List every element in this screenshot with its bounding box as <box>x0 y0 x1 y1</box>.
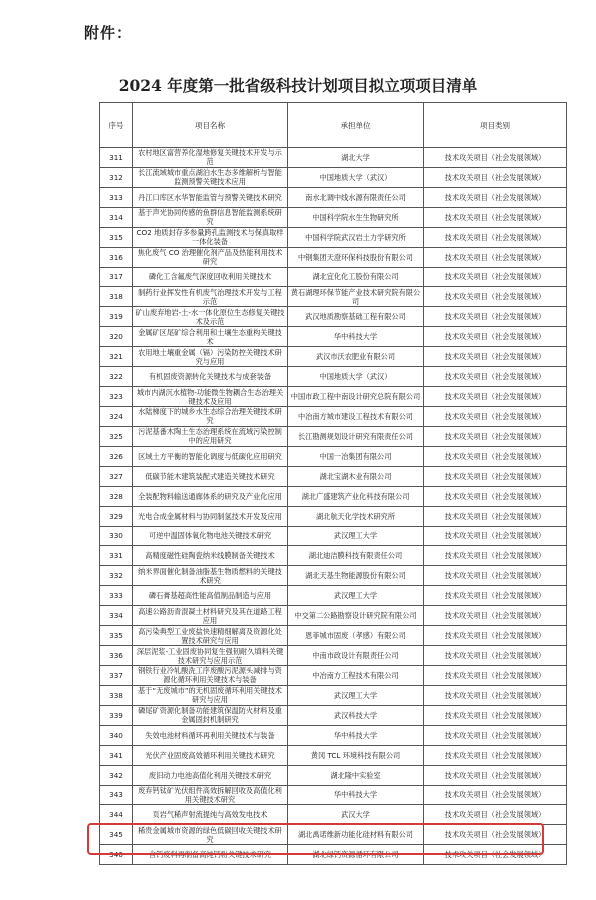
table-row <box>100 466 567 486</box>
table-row <box>100 526 567 546</box>
table-row <box>100 207 567 227</box>
table-row <box>100 805 567 825</box>
table-row <box>100 566 567 586</box>
row-project-name: 钢铁行业冷轧酸洗工序废酸污泥源头减排与资源化循环利用关键技术与装备 <box>133 665 288 685</box>
table-row <box>100 745 567 765</box>
table-row <box>100 167 567 187</box>
header-project-name: 项目名称 <box>133 103 288 148</box>
table-row <box>100 546 567 566</box>
row-project-name: 农村地区富营养化湿地修复关键技术开发与示范 <box>133 148 288 168</box>
row-project-name: 磷石膏基超高性能高值制品制造与应用 <box>133 586 288 606</box>
row-project-name: 金属矿区尾矿综合利用和土壤生态重构关键技术 <box>133 327 288 347</box>
table-row <box>100 267 567 287</box>
row-unit: 中南市政设计有限责任公司 <box>288 646 424 666</box>
table-row <box>100 387 567 407</box>
row-category: 技术攻关项目（社会发展领域） <box>424 406 567 426</box>
row-number: 311 <box>100 148 133 168</box>
row-unit: 中国科学院武汉岩土力学研究所 <box>288 227 424 247</box>
row-category: 技术攻关项目（社会发展领域） <box>424 825 567 845</box>
row-unit: 中国地质大学（武汉） <box>288 367 424 387</box>
row-category: 技术攻关项目（社会发展领域） <box>424 227 567 247</box>
row-number: 344 <box>100 805 133 825</box>
table-row <box>100 307 567 327</box>
table-row <box>100 486 567 506</box>
row-category: 技术攻关项目（社会发展领域） <box>424 845 567 865</box>
row-project-name: 长江流域城市重点湖泊水生态多维解析与智能监测预警关键技术应用 <box>133 167 288 187</box>
row-category: 技术攻关项目（社会发展领域） <box>424 646 567 666</box>
row-number: 329 <box>100 506 133 526</box>
row-number: 320 <box>100 327 133 347</box>
row-category: 技术攻关项目（社会发展领域） <box>424 148 567 168</box>
row-category: 技术攻关项目（社会发展领域） <box>424 506 567 526</box>
row-unit: 中冶南方工程技术有限公司 <box>288 665 424 685</box>
row-number: 312 <box>100 167 133 187</box>
row-number: 337 <box>100 665 133 685</box>
row-category: 技术攻关项目（社会发展领域） <box>424 586 567 606</box>
row-number: 343 <box>100 785 133 805</box>
row-number: 319 <box>100 307 133 327</box>
row-unit: 中国科学院水生生物研究所 <box>288 207 424 227</box>
row-project-name: 区域土方平衡的智能化调度与低碳化应用研究 <box>133 446 288 466</box>
row-category: 技术攻关项目（社会发展领域） <box>424 546 567 566</box>
row-number: 342 <box>100 765 133 785</box>
row-category: 技术攻关项目（社会发展领域） <box>424 426 567 446</box>
row-number: 334 <box>100 606 133 626</box>
row-project-name: 基于声光协同传感的鱼群信息智能监测系统研究 <box>133 207 288 227</box>
row-number: 335 <box>100 626 133 646</box>
row-unit: 湖北绿钙资源循环有限公司 <box>288 845 424 865</box>
row-unit: 湖北大学 <box>288 148 424 168</box>
row-category: 技术攻关项目（社会发展领域） <box>424 745 567 765</box>
row-number: 314 <box>100 207 133 227</box>
table-row <box>100 606 567 626</box>
row-unit: 湖北迪洁膜科技有限责任公司 <box>288 546 424 566</box>
table-row <box>100 247 567 267</box>
row-unit: 中国地质大学（武汉） <box>288 167 424 187</box>
row-project-name: 焦化废气 CO 治理催化剂产品及热能利用技术研究 <box>133 247 288 267</box>
row-category: 技术攻关项目（社会发展领域） <box>424 267 567 287</box>
row-number: 333 <box>100 586 133 606</box>
row-project-name: 深层泥浆-工业固废协同复生强韧耐久填料关键技术研究与应用示范 <box>133 646 288 666</box>
row-unit: 中钢集团天澄环保科技股份有限公司 <box>288 247 424 267</box>
row-category: 技术攻关项目（社会发展领域） <box>424 387 567 407</box>
row-category: 技术攻关项目（社会发展领域） <box>424 665 567 685</box>
row-category: 技术攻关项目（社会发展领域） <box>424 685 567 705</box>
row-category: 技术攻关项目（社会发展领域） <box>424 167 567 187</box>
row-unit: 武汉理工大学 <box>288 685 424 705</box>
table-row <box>100 347 567 367</box>
row-project-name: 磷尾矿资源化制备功能建筑保温防火材料及重金属固封机制研究 <box>133 705 288 725</box>
row-project-name: 高精度磁性硅陶瓷纳米线膜制备关键技术 <box>133 546 288 566</box>
row-number: 322 <box>100 367 133 387</box>
table-row <box>100 406 567 426</box>
row-project-name: 矿山废弃地岩-土-水一体化原位生态修复关键技术及示范 <box>133 307 288 327</box>
row-unit: 湖北宜化化工股份有限公司 <box>288 267 424 287</box>
row-unit: 华中科技大学 <box>288 725 424 745</box>
row-unit: 恩菲城市固废（孝感）有限公司 <box>288 626 424 646</box>
row-project-name: 全装配物料输送通廊体系的研究及产业化应用 <box>133 486 288 506</box>
table-row <box>100 785 567 805</box>
row-category: 技术攻关项目（社会发展领域） <box>424 626 567 646</box>
row-category: 技术攻关项目（社会发展领域） <box>424 566 567 586</box>
row-category: 技术攻关项目（社会发展领域） <box>424 765 567 785</box>
row-number: 323 <box>100 387 133 407</box>
row-unit: 南水北调中线水源有限责任公司 <box>288 187 424 207</box>
row-project-name: 城市内湖沉水植物-功能微生物耦合生态治理关键技术及应用 <box>133 387 288 407</box>
row-project-name: 页岩气稀声射流提纯与高效发电技术 <box>133 805 288 825</box>
row-project-name: 高污染典型工业废盐快速精细解离及资源化处置技术研究与应用 <box>133 626 288 646</box>
table-row <box>100 646 567 666</box>
table-row <box>100 685 567 705</box>
table-row <box>100 426 567 446</box>
row-number: 318 <box>100 287 133 307</box>
row-unit: 长江勘测规划设计研究有限责任公司 <box>288 426 424 446</box>
row-category: 技术攻关项目（社会发展领域） <box>424 606 567 626</box>
table-row <box>100 506 567 526</box>
row-number: 327 <box>100 466 133 486</box>
table-row <box>100 187 567 207</box>
row-unit: 中交第二公路勘察设计研究院有限公司 <box>288 606 424 626</box>
row-unit: 武汉理工大学 <box>288 586 424 606</box>
row-unit: 武汉大学 <box>288 805 424 825</box>
row-project-name: 稀贵金属城市资源的绿色低碳回收关键技术研究 <box>133 825 288 845</box>
row-project-name: 低碳节能木建筑装配式建造关键技术研究 <box>133 466 288 486</box>
row-category: 技术攻关项目（社会发展领域） <box>424 347 567 367</box>
row-project-name: CO2 地质封存多参量跨孔监测技术与保真取样一体化装备 <box>133 227 288 247</box>
table-row <box>100 705 567 725</box>
row-number: 321 <box>100 347 133 367</box>
row-number: 341 <box>100 745 133 765</box>
row-category: 技术攻关项目（社会发展领域） <box>424 247 567 267</box>
row-number: 315 <box>100 227 133 247</box>
row-project-name: 光伏产业固废高效循环利用关键技术研究 <box>133 745 288 765</box>
row-unit: 湖北天基生物能源股份有限公司 <box>288 566 424 586</box>
row-unit: 湖北宝湖木业有限公司 <box>288 466 424 486</box>
row-category: 技术攻关项目（社会发展领域） <box>424 805 567 825</box>
row-unit: 中国一冶集团有限公司 <box>288 446 424 466</box>
row-project-name: 有机固废资源转化关键技术与成套装备 <box>133 367 288 387</box>
row-project-name: 纳米界面催化制备油脂基生物质燃料的关键技术研究 <box>133 566 288 586</box>
row-number: 317 <box>100 267 133 287</box>
attachment-label: 附件： <box>84 24 133 42</box>
table-row <box>100 665 567 685</box>
row-category: 技术攻关项目（社会发展领域） <box>424 725 567 745</box>
table-header-row <box>100 103 567 148</box>
row-unit: 湖北广盛建筑产业化科技有限公司 <box>288 486 424 506</box>
table-row <box>100 626 567 646</box>
row-project-name: 可逆中温固体氧化物电池关键技术研究 <box>133 526 288 546</box>
header-unit: 承担单位 <box>288 103 424 148</box>
row-number: 328 <box>100 486 133 506</box>
table-row <box>100 725 567 745</box>
table-row <box>100 227 567 247</box>
row-project-name: 失效电池材料循环再利用关键技术与装备 <box>133 725 288 745</box>
row-category: 技术攻关项目（社会发展领域） <box>424 207 567 227</box>
row-category: 技术攻关项目（社会发展领域） <box>424 526 567 546</box>
row-number: 316 <box>100 247 133 267</box>
row-number: 336 <box>100 646 133 666</box>
row-project-name: 农用地土壤重金属（镉）污染防控关键技术研究与应用 <box>133 347 288 367</box>
row-project-name: 含钙废料再制备高纯钙粉关键技术研究 <box>133 845 288 865</box>
row-number: 340 <box>100 725 133 745</box>
row-number: 338 <box>100 685 133 705</box>
row-project-name: 废弃钙钛矿光伏组件高效拆解回收及高值化利用关键技术研究 <box>133 785 288 805</box>
row-project-name: 高速公路沥青混凝土材料研究及其在道路工程应用 <box>133 606 288 626</box>
highlight-box <box>87 823 544 855</box>
row-unit: 黄冈 TCL 环境科技有限公司 <box>288 745 424 765</box>
row-unit: 湖北隆中实验室 <box>288 765 424 785</box>
row-number: 331 <box>100 546 133 566</box>
table-row <box>100 446 567 466</box>
row-number: 332 <box>100 566 133 586</box>
row-number: 325 <box>100 426 133 446</box>
table-row <box>100 327 567 347</box>
row-unit: 武汉地质勘察基础工程有限公司 <box>288 307 424 327</box>
row-project-name: 水陆梯度下的城乡水生态综合治理关键技术研究 <box>133 406 288 426</box>
row-project-name: 基于“无废城市”的无机固废循环利用关键技术研究与应用 <box>133 685 288 705</box>
table-row <box>100 586 567 606</box>
row-category: 技术攻关项目（社会发展领域） <box>424 446 567 466</box>
row-number: 330 <box>100 526 133 546</box>
project-table <box>99 102 567 865</box>
row-number: 345 <box>100 825 133 845</box>
row-unit: 中国市政工程中南设计研究总院有限公司 <box>288 387 424 407</box>
row-category: 技术攻关项目（社会发展领域） <box>424 187 567 207</box>
row-unit: 武汉科技大学 <box>288 705 424 725</box>
row-unit: 武汉理工大学 <box>288 526 424 546</box>
row-unit: 武汉市沃农肥业有限公司 <box>288 347 424 367</box>
row-unit: 华中科技大学 <box>288 327 424 347</box>
row-project-name: 废旧动力电池高值化利用关键技术研究 <box>133 765 288 785</box>
row-category: 技术攻关项目（社会发展领域） <box>424 327 567 347</box>
row-number: 313 <box>100 187 133 207</box>
row-category: 技术攻关项目（社会发展领域） <box>424 287 567 307</box>
row-number: 346 <box>100 845 133 865</box>
row-unit: 湖北航天化学技术研究所 <box>288 506 424 526</box>
document-title: 2024 年度第一批省级科技计划项目拟立项项目清单 <box>118 76 478 95</box>
row-project-name: 光电合成金属材料与协同制氢技术开发及应用 <box>133 506 288 526</box>
row-category: 技术攻关项目（社会发展领域） <box>424 466 567 486</box>
row-unit: 华中科技大学 <box>288 785 424 805</box>
header-no: 序号 <box>100 103 133 148</box>
row-category: 技术攻关项目（社会发展领域） <box>424 367 567 387</box>
row-number: 326 <box>100 446 133 466</box>
row-category: 技术攻关项目（社会发展领域） <box>424 785 567 805</box>
table-row <box>100 148 567 168</box>
row-category: 技术攻关项目（社会发展领域） <box>424 705 567 725</box>
table-row <box>100 367 567 387</box>
row-project-name: 污泥基番木陶土生态治理系统在流域污染控制中的应用研究 <box>133 426 288 446</box>
row-category: 技术攻关项目（社会发展领域） <box>424 307 567 327</box>
row-project-name: 磷化工含氟废气深度回收利用关键技术 <box>133 267 288 287</box>
row-number: 339 <box>100 705 133 725</box>
row-unit: 中冶南方城市建设工程技术有限公司 <box>288 406 424 426</box>
header-category: 项目类别 <box>424 103 567 148</box>
row-unit: 黄石湖理环保节能产业技术研究院有限公司 <box>288 287 424 307</box>
row-project-name: 制药行业挥发性有机废气治理技术开发与工程示范 <box>133 287 288 307</box>
row-project-name: 丹江口库区水华智能监管与预警关键技术研究 <box>133 187 288 207</box>
row-unit: 湖北禹诺维新功能化硅材料有限公司 <box>288 825 424 845</box>
table-row <box>100 765 567 785</box>
row-category: 技术攻关项目（社会发展领域） <box>424 486 567 506</box>
table-row <box>100 287 567 307</box>
row-number: 324 <box>100 406 133 426</box>
